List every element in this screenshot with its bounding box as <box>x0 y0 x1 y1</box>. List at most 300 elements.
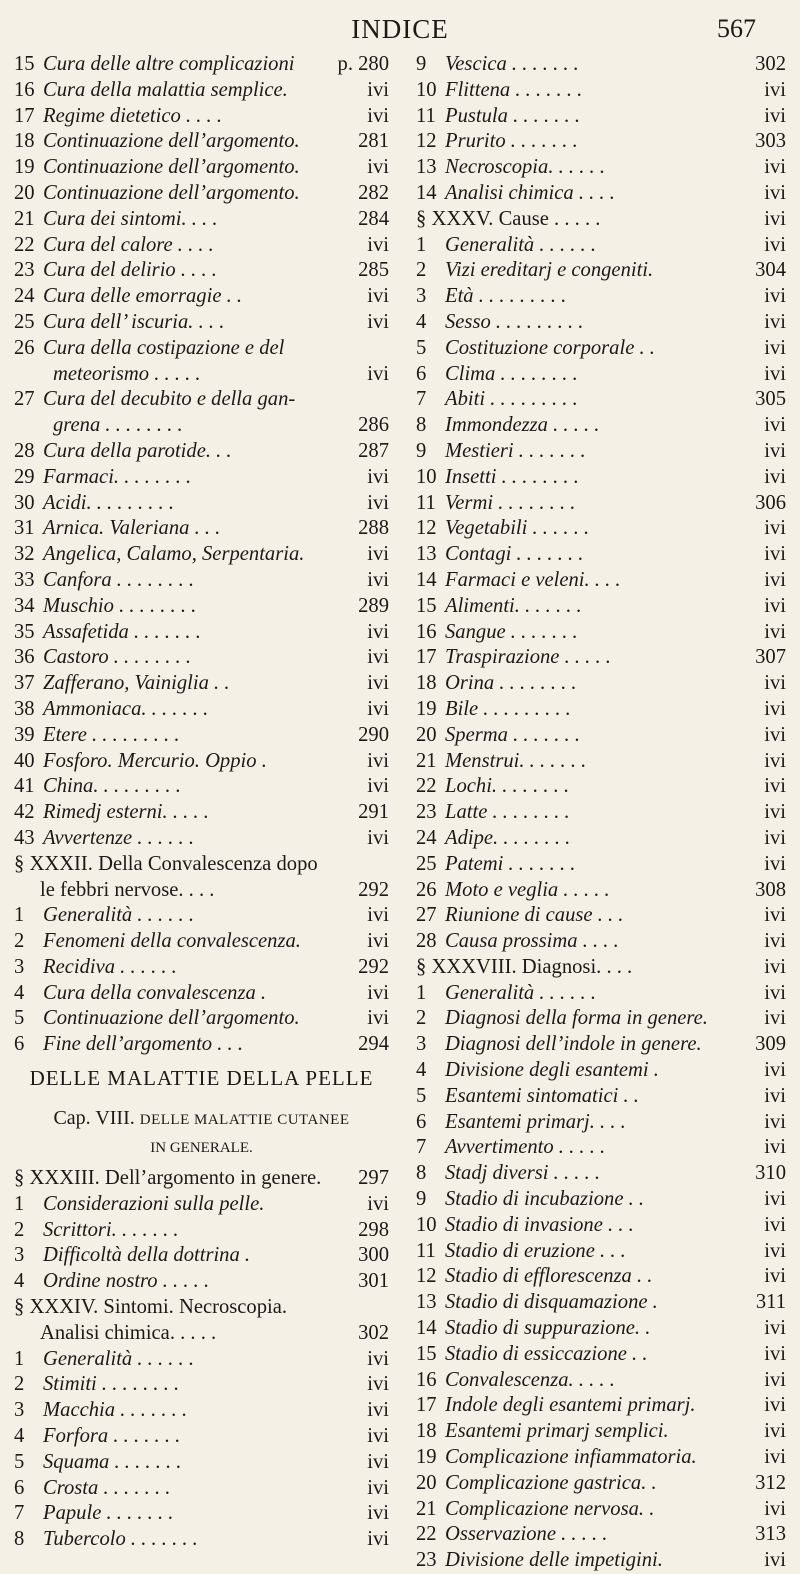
entry-number: 12 <box>416 130 437 153</box>
entry-page: ivi <box>764 826 786 849</box>
entry-page: ivi <box>764 749 786 772</box>
entry-number: 4 <box>14 1425 25 1448</box>
index-entry <box>416 129 786 155</box>
entry-page: 287 <box>358 439 389 462</box>
entry-number: 10 <box>416 78 437 101</box>
entry-page: ivi <box>764 439 786 462</box>
entry-number: 2 <box>14 1218 25 1241</box>
entry-number: 21 <box>416 749 437 772</box>
entry-page: ivi <box>367 697 389 720</box>
entry-number: 23 <box>14 259 35 282</box>
entry-page: ivi <box>367 1373 389 1396</box>
entry-page: ivi <box>367 1528 389 1551</box>
entry-number: 28 <box>14 439 35 462</box>
entry-number: 7 <box>416 388 427 411</box>
section-page: ivi <box>764 955 786 978</box>
entry-page: ivi <box>764 1549 786 1572</box>
entry-title: Generalità . . . . . . <box>445 233 597 256</box>
entry-page: ivi <box>764 930 786 953</box>
entry-page: 284 <box>358 207 389 230</box>
index-entry <box>416 439 786 465</box>
index-entry <box>416 1522 786 1548</box>
entry-page: ivi <box>764 1265 786 1288</box>
entry-number: 10 <box>416 465 437 488</box>
entry-number: 13 <box>416 543 437 566</box>
index-entry <box>14 207 389 233</box>
index-entry <box>416 1084 786 1110</box>
entry-number: 36 <box>14 646 35 669</box>
entry-title: Stadio di disquamazione . <box>445 1291 658 1314</box>
entry-number: 17 <box>416 1394 437 1417</box>
left-block-4 <box>14 1192 389 1295</box>
index-entry <box>14 1006 389 1032</box>
entry-page: ivi <box>764 156 786 179</box>
entry-number: 4 <box>416 1059 427 1082</box>
entry-page: ivi <box>764 672 786 695</box>
entry-title: Stadio di suppurazione. . <box>445 1317 651 1340</box>
entry-number: 2 <box>416 1007 427 1030</box>
entry-page: ivi <box>367 1007 389 1030</box>
entry-title: Divisione delle impetigini. <box>445 1549 663 1572</box>
entry-page: ivi <box>764 801 786 824</box>
entry-title: Prurito . . . . . . . <box>445 130 578 153</box>
chapter-title-line-2: IN GENERALE. <box>150 1139 253 1156</box>
index-entry <box>416 1239 786 1265</box>
entry-number: 1 <box>14 1347 25 1370</box>
entry-number: 6 <box>416 1110 427 1133</box>
entry-title: Stimiti . . . . . . . . <box>43 1373 180 1396</box>
entry-title: Esantemi sintomatici . . <box>445 1084 639 1107</box>
entry-number: 1 <box>416 233 427 256</box>
index-entry <box>416 697 786 723</box>
entry-title: Cura dell’ iscuria. . . . <box>43 310 225 333</box>
entry-page: 285 <box>358 259 389 282</box>
entry-number: 5 <box>416 336 427 359</box>
entry-title: Lochi. . . . . . . . <box>445 775 570 798</box>
index-entry <box>14 671 389 697</box>
left-block-5 <box>14 1347 389 1553</box>
entry-number: 5 <box>416 1084 427 1107</box>
section-title-line-2: le febbri nervose. . . . <box>40 878 215 901</box>
entry-page: ivi <box>764 285 786 308</box>
entry-page: 291 <box>358 801 389 824</box>
index-entry <box>416 1393 786 1419</box>
entry-page: ivi <box>764 1497 786 1520</box>
entry-page: ivi <box>764 904 786 927</box>
index-entry <box>416 1058 786 1084</box>
index-entry <box>416 1445 786 1471</box>
index-entry <box>14 1476 389 1502</box>
entry-page: ivi <box>367 465 389 488</box>
entry-page: ivi <box>764 1317 786 1340</box>
entry-number: 2 <box>14 930 25 953</box>
entry-title: Convalescenza. . . . . <box>445 1368 615 1391</box>
entry-number: 18 <box>416 1420 437 1443</box>
index-entry <box>14 1218 389 1244</box>
index-entry <box>416 620 786 646</box>
entry-page: ivi <box>764 981 786 1004</box>
index-entry <box>416 645 786 671</box>
entry-title: Vegetabili . . . . . . <box>445 517 590 540</box>
entry-page: ivi <box>764 568 786 591</box>
entry-page: ivi <box>367 285 389 308</box>
entry-title: Cura della parotide. . . <box>43 439 232 462</box>
entry-page: 289 <box>358 594 389 617</box>
section-title-line-1: § XXXIV. Sintomi. Necroscopia. <box>14 1296 288 1319</box>
entry-title: Cura del delirio . . . . <box>43 259 217 282</box>
index-entry <box>416 903 786 929</box>
entry-page: ivi <box>367 362 389 385</box>
entry-number: 38 <box>14 697 35 720</box>
index-entry <box>14 594 389 620</box>
entry-title: Castoro . . . . . . . . <box>43 646 191 669</box>
entry-number: 39 <box>14 723 35 746</box>
entry-page: 306 <box>755 491 786 514</box>
entry-title-line-1: Cura del decubito e della gan- <box>43 388 296 411</box>
right-block-2 <box>416 233 786 955</box>
entry-number: 6 <box>14 1033 25 1056</box>
entry-page: ivi <box>764 852 786 875</box>
section-title: § XXXIII. Dell’argomento in genere. <box>14 1167 322 1190</box>
index-entry <box>14 336 389 388</box>
index-entry <box>416 1006 786 1032</box>
entry-title: Scrittori. . . . . . . <box>43 1218 179 1241</box>
index-entry <box>14 52 389 78</box>
index-entry <box>416 774 786 800</box>
entry-number: 40 <box>14 749 35 772</box>
index-entry <box>416 826 786 852</box>
entry-title: Indole degli esantemi primarj. <box>445 1394 696 1417</box>
index-entry <box>14 1372 389 1398</box>
index-entry <box>14 903 389 929</box>
index-entry <box>416 1316 786 1342</box>
index-entry <box>14 439 389 465</box>
section-page: ivi <box>764 207 786 230</box>
entry-title: Fine dell’argomento . . . <box>43 1033 243 1056</box>
entry-page: 281 <box>358 130 389 153</box>
entry-page: 309 <box>755 1033 786 1056</box>
entry-page: ivi <box>367 646 389 669</box>
entry-page: ivi <box>367 156 389 179</box>
entry-title: Stadio di efflorescenza . . <box>445 1265 653 1288</box>
index-entry <box>14 1450 389 1476</box>
index-entry <box>14 826 389 852</box>
index-entry <box>416 749 786 775</box>
entry-number: 37 <box>14 672 35 695</box>
section-heading-33 <box>14 1166 389 1192</box>
entry-page: ivi <box>367 620 389 643</box>
entry-title: Papule . . . . . . . <box>43 1502 174 1525</box>
section-title <box>14 852 318 901</box>
index-entry <box>14 310 389 336</box>
entry-number: 15 <box>416 1342 437 1365</box>
entry-title: Insetti . . . . . . . . <box>445 465 579 488</box>
entry-title: Muschio . . . . . . . . <box>43 594 197 617</box>
entry-number: 29 <box>14 465 35 488</box>
entry-page: 286 <box>358 414 389 437</box>
entry-title: Riunione di cause . . . <box>445 904 624 927</box>
entry-title: Contagi . . . . . . . <box>445 543 584 566</box>
entry-title: Stadio di invasione . . . <box>445 1213 634 1236</box>
index-entry <box>14 645 389 671</box>
entry-number: 15 <box>14 53 35 75</box>
entry-number: 19 <box>14 156 35 179</box>
entry-title: Stadio di incubazione . . <box>445 1188 645 1211</box>
entry-number: 10 <box>416 1213 437 1236</box>
entry-title-line-2: meteorismo . . . . . <box>53 362 201 385</box>
section-heading-32 <box>14 852 389 904</box>
index-entry <box>14 929 389 955</box>
index-entry <box>14 955 389 981</box>
entry-title: Generalità . . . . . . <box>43 1347 195 1370</box>
entry-page: 288 <box>358 517 389 540</box>
entry-number: 19 <box>416 1446 437 1469</box>
entry-page: ivi <box>367 1399 389 1422</box>
index-entry <box>14 1192 389 1218</box>
entry-number: 34 <box>14 594 35 617</box>
entry-page: ivi <box>367 1450 389 1473</box>
entry-number: 3 <box>416 1033 427 1056</box>
index-entry <box>14 1527 389 1553</box>
entry-page: ivi <box>367 904 389 927</box>
index-entry <box>14 723 389 749</box>
chapter-number: Cap. VIII. <box>53 1107 135 1130</box>
index-entry <box>14 1269 389 1295</box>
left-block-2 <box>14 439 389 852</box>
entry-number: 1 <box>416 981 427 1004</box>
index-entry <box>416 336 786 362</box>
entry-page: 313 <box>755 1523 786 1546</box>
entry-number: 14 <box>416 181 437 204</box>
entry-page: ivi <box>764 1110 786 1133</box>
entry-title: Necroscopia. . . . . . <box>445 156 605 179</box>
entry-page: ivi <box>764 775 786 798</box>
entry-number: 16 <box>416 620 437 643</box>
section-title: § XXXV. Cause . . . . . <box>416 207 601 230</box>
entry-title: Avvertimento . . . . . <box>445 1136 606 1159</box>
entry-title: Adipe. . . . . . . . <box>445 826 571 849</box>
entry-title: Regime dietetico . . . . <box>43 104 222 127</box>
entry-page: ivi <box>764 1368 786 1391</box>
entry-number: 3 <box>14 1244 25 1267</box>
index-entry <box>416 1187 786 1213</box>
entry-number: 8 <box>416 1162 427 1185</box>
entry-title: Esantemi primarj. . . . <box>445 1110 626 1133</box>
entry-title: Stadj diversi . . . . . <box>445 1162 601 1185</box>
entry-title: Forfora . . . . . . . <box>43 1425 181 1448</box>
entry-number: 9 <box>416 439 427 462</box>
index-entry <box>416 723 786 749</box>
index-entry <box>14 78 389 104</box>
entry-number: 4 <box>416 310 427 333</box>
entry-page: ivi <box>764 362 786 385</box>
entry-title: Farmaci e veleni. . . . <box>445 568 621 591</box>
index-entry <box>416 594 786 620</box>
entry-page: ivi <box>764 543 786 566</box>
index-entry <box>416 1419 786 1445</box>
entry-title: Diagnosi dell’indole in genere. <box>445 1033 702 1056</box>
entry-number: 16 <box>14 78 35 101</box>
index-entry <box>14 800 389 826</box>
entry-title: Moto e veglia . . . . . <box>445 878 610 901</box>
index-entry <box>14 697 389 723</box>
entry-page: p. 280 <box>337 53 389 75</box>
entry-number: 20 <box>416 723 437 746</box>
entry-title: Traspirazione . . . . . <box>445 646 611 669</box>
entry-number: 12 <box>416 517 437 540</box>
entry-title: Crosta . . . . . . . <box>43 1476 171 1499</box>
index-entry <box>14 1347 389 1373</box>
entry-page: ivi <box>764 1007 786 1030</box>
entry-number: 26 <box>416 878 437 901</box>
entry-title: Farmaci. . . . . . . . <box>43 465 192 488</box>
entry-title: Cura della convalescenza . <box>43 981 267 1004</box>
entry-page: ivi <box>764 104 786 127</box>
index-entry <box>416 1497 786 1523</box>
entry-number: 24 <box>14 285 35 308</box>
entry-title: Stadio di essiccazione . . <box>445 1342 648 1365</box>
index-entry <box>416 258 786 284</box>
entry-title: Causa prossima . . . . <box>445 930 619 953</box>
index-entry <box>14 774 389 800</box>
index-entry <box>416 542 786 568</box>
left-block-1 <box>14 52 389 336</box>
entry-title: Cura delle emorragie . . <box>43 285 243 308</box>
index-entry <box>416 310 786 336</box>
entry-title: Menstrui. . . . . . . <box>445 749 587 772</box>
entry-number: 26 <box>14 336 35 359</box>
left-block-3 <box>14 903 389 1058</box>
entry-page: 308 <box>755 878 786 901</box>
entry-page: ivi <box>764 1420 786 1443</box>
entry-title: Flittena . . . . . . . <box>445 78 583 101</box>
entry-title: Continuazione dell’argomento. <box>43 181 300 204</box>
entry-page: ivi <box>764 1213 786 1236</box>
entry-title: Patemi . . . . . . . <box>445 852 576 875</box>
index-entry <box>416 233 786 259</box>
entry-title: Bile . . . . . . . . . <box>445 697 571 720</box>
entry-number: 3 <box>14 955 25 978</box>
entry-page: ivi <box>764 1084 786 1107</box>
entry-number: 8 <box>14 1528 25 1551</box>
index-entry <box>14 104 389 130</box>
entry-title: Vizi ereditarj e congeniti. <box>445 259 654 282</box>
entry-title: Stadio di eruzione . . . <box>445 1239 626 1262</box>
entry-page: ivi <box>367 491 389 514</box>
entry-page: ivi <box>764 723 786 746</box>
entry-number: 1 <box>14 904 25 927</box>
page-header <box>0 14 800 44</box>
section-page: 297 <box>358 1167 389 1190</box>
entry-number: 23 <box>416 801 437 824</box>
entry-page: 305 <box>755 388 786 411</box>
entry-number: 12 <box>416 1265 437 1288</box>
right-block-1 <box>416 52 786 207</box>
entry-number: 6 <box>14 1476 25 1499</box>
entry-number: 20 <box>14 181 35 204</box>
entry-page: ivi <box>764 620 786 643</box>
entry-title: Complicazione nervosa. . <box>445 1497 655 1520</box>
entry-title: Rimedj esterni. . . . . <box>43 801 209 824</box>
entry-title: Immondezza . . . . . <box>445 414 600 437</box>
index-entry <box>416 568 786 594</box>
entry-title: Abiti . . . . . . . . . <box>445 388 578 411</box>
index-entry <box>416 465 786 491</box>
entry-title: Divisione degli esantemi . <box>445 1059 659 1082</box>
index-entry <box>14 284 389 310</box>
entry-page: ivi <box>764 1188 786 1211</box>
entry-number: 32 <box>14 543 35 566</box>
entry-page: ivi <box>367 310 389 333</box>
entry-title: China. . . . . . . . . <box>43 775 181 798</box>
entry-title: Etere . . . . . . . . . <box>43 723 180 746</box>
index-entry <box>14 1398 389 1424</box>
index-entry <box>14 620 389 646</box>
entry-title: Squama . . . . . . . <box>43 1450 182 1473</box>
entry-title-line-2: grena . . . . . . . . <box>53 414 183 437</box>
entry-page: ivi <box>764 1342 786 1365</box>
index-entry <box>416 1548 786 1574</box>
entry-page: 292 <box>358 955 389 978</box>
entry-title: Alimenti. . . . . . . <box>445 594 582 617</box>
left-column <box>14 52 389 1553</box>
entry-number: 13 <box>416 1291 437 1314</box>
index-entry <box>14 568 389 594</box>
entry-title: Sesso . . . . . . . . . <box>445 310 584 333</box>
index-entry <box>416 671 786 697</box>
index-entry <box>14 155 389 181</box>
part-heading: DELLE MALATTIE DELLA PELLE <box>29 1066 374 1091</box>
entry-page: 301 <box>358 1270 389 1293</box>
entry-page: ivi <box>367 568 389 591</box>
entry-page: ivi <box>764 414 786 437</box>
entry-number: 25 <box>14 310 35 333</box>
entry-number: 11 <box>416 1239 436 1262</box>
entry-number: 17 <box>14 104 35 127</box>
right-block-3 <box>416 981 786 1574</box>
entry-page: ivi <box>764 1446 786 1469</box>
entry-page: ivi <box>367 1347 389 1370</box>
index-entry <box>416 1161 786 1187</box>
entry-title: Complicazione infiammatoria. <box>445 1446 697 1469</box>
entry-number: 17 <box>416 646 437 669</box>
entry-number: 22 <box>416 775 437 798</box>
right-column <box>416 52 786 1574</box>
entry-number: 14 <box>416 568 437 591</box>
entry-title: Cura della malattia semplice. <box>43 78 288 101</box>
entry-page: ivi <box>367 78 389 101</box>
entry-title: Fosforo. Mercurio. Oppio . <box>43 749 267 772</box>
entry-title: Recidiva . . . . . . <box>43 955 177 978</box>
entry-number: 28 <box>416 930 437 953</box>
entry-title: Zafferano, Vainiglia . . <box>43 672 230 695</box>
entry-number: 25 <box>416 852 437 875</box>
index-entry <box>416 1290 786 1316</box>
entry-page: ivi <box>764 78 786 101</box>
entry-number: 15 <box>416 594 437 617</box>
entry-page: ivi <box>764 181 786 204</box>
entry-page: ivi <box>764 1239 786 1262</box>
page-title: INDICE <box>351 14 449 44</box>
index-entry <box>14 1243 389 1269</box>
entry-number: 6 <box>416 362 427 385</box>
index-entry <box>14 516 389 542</box>
index-entry <box>416 516 786 542</box>
section-page: 292 <box>358 878 389 901</box>
index-entry <box>14 233 389 259</box>
index-entry <box>416 1110 786 1136</box>
entry-title: Cura del calore . . . . <box>43 233 214 256</box>
